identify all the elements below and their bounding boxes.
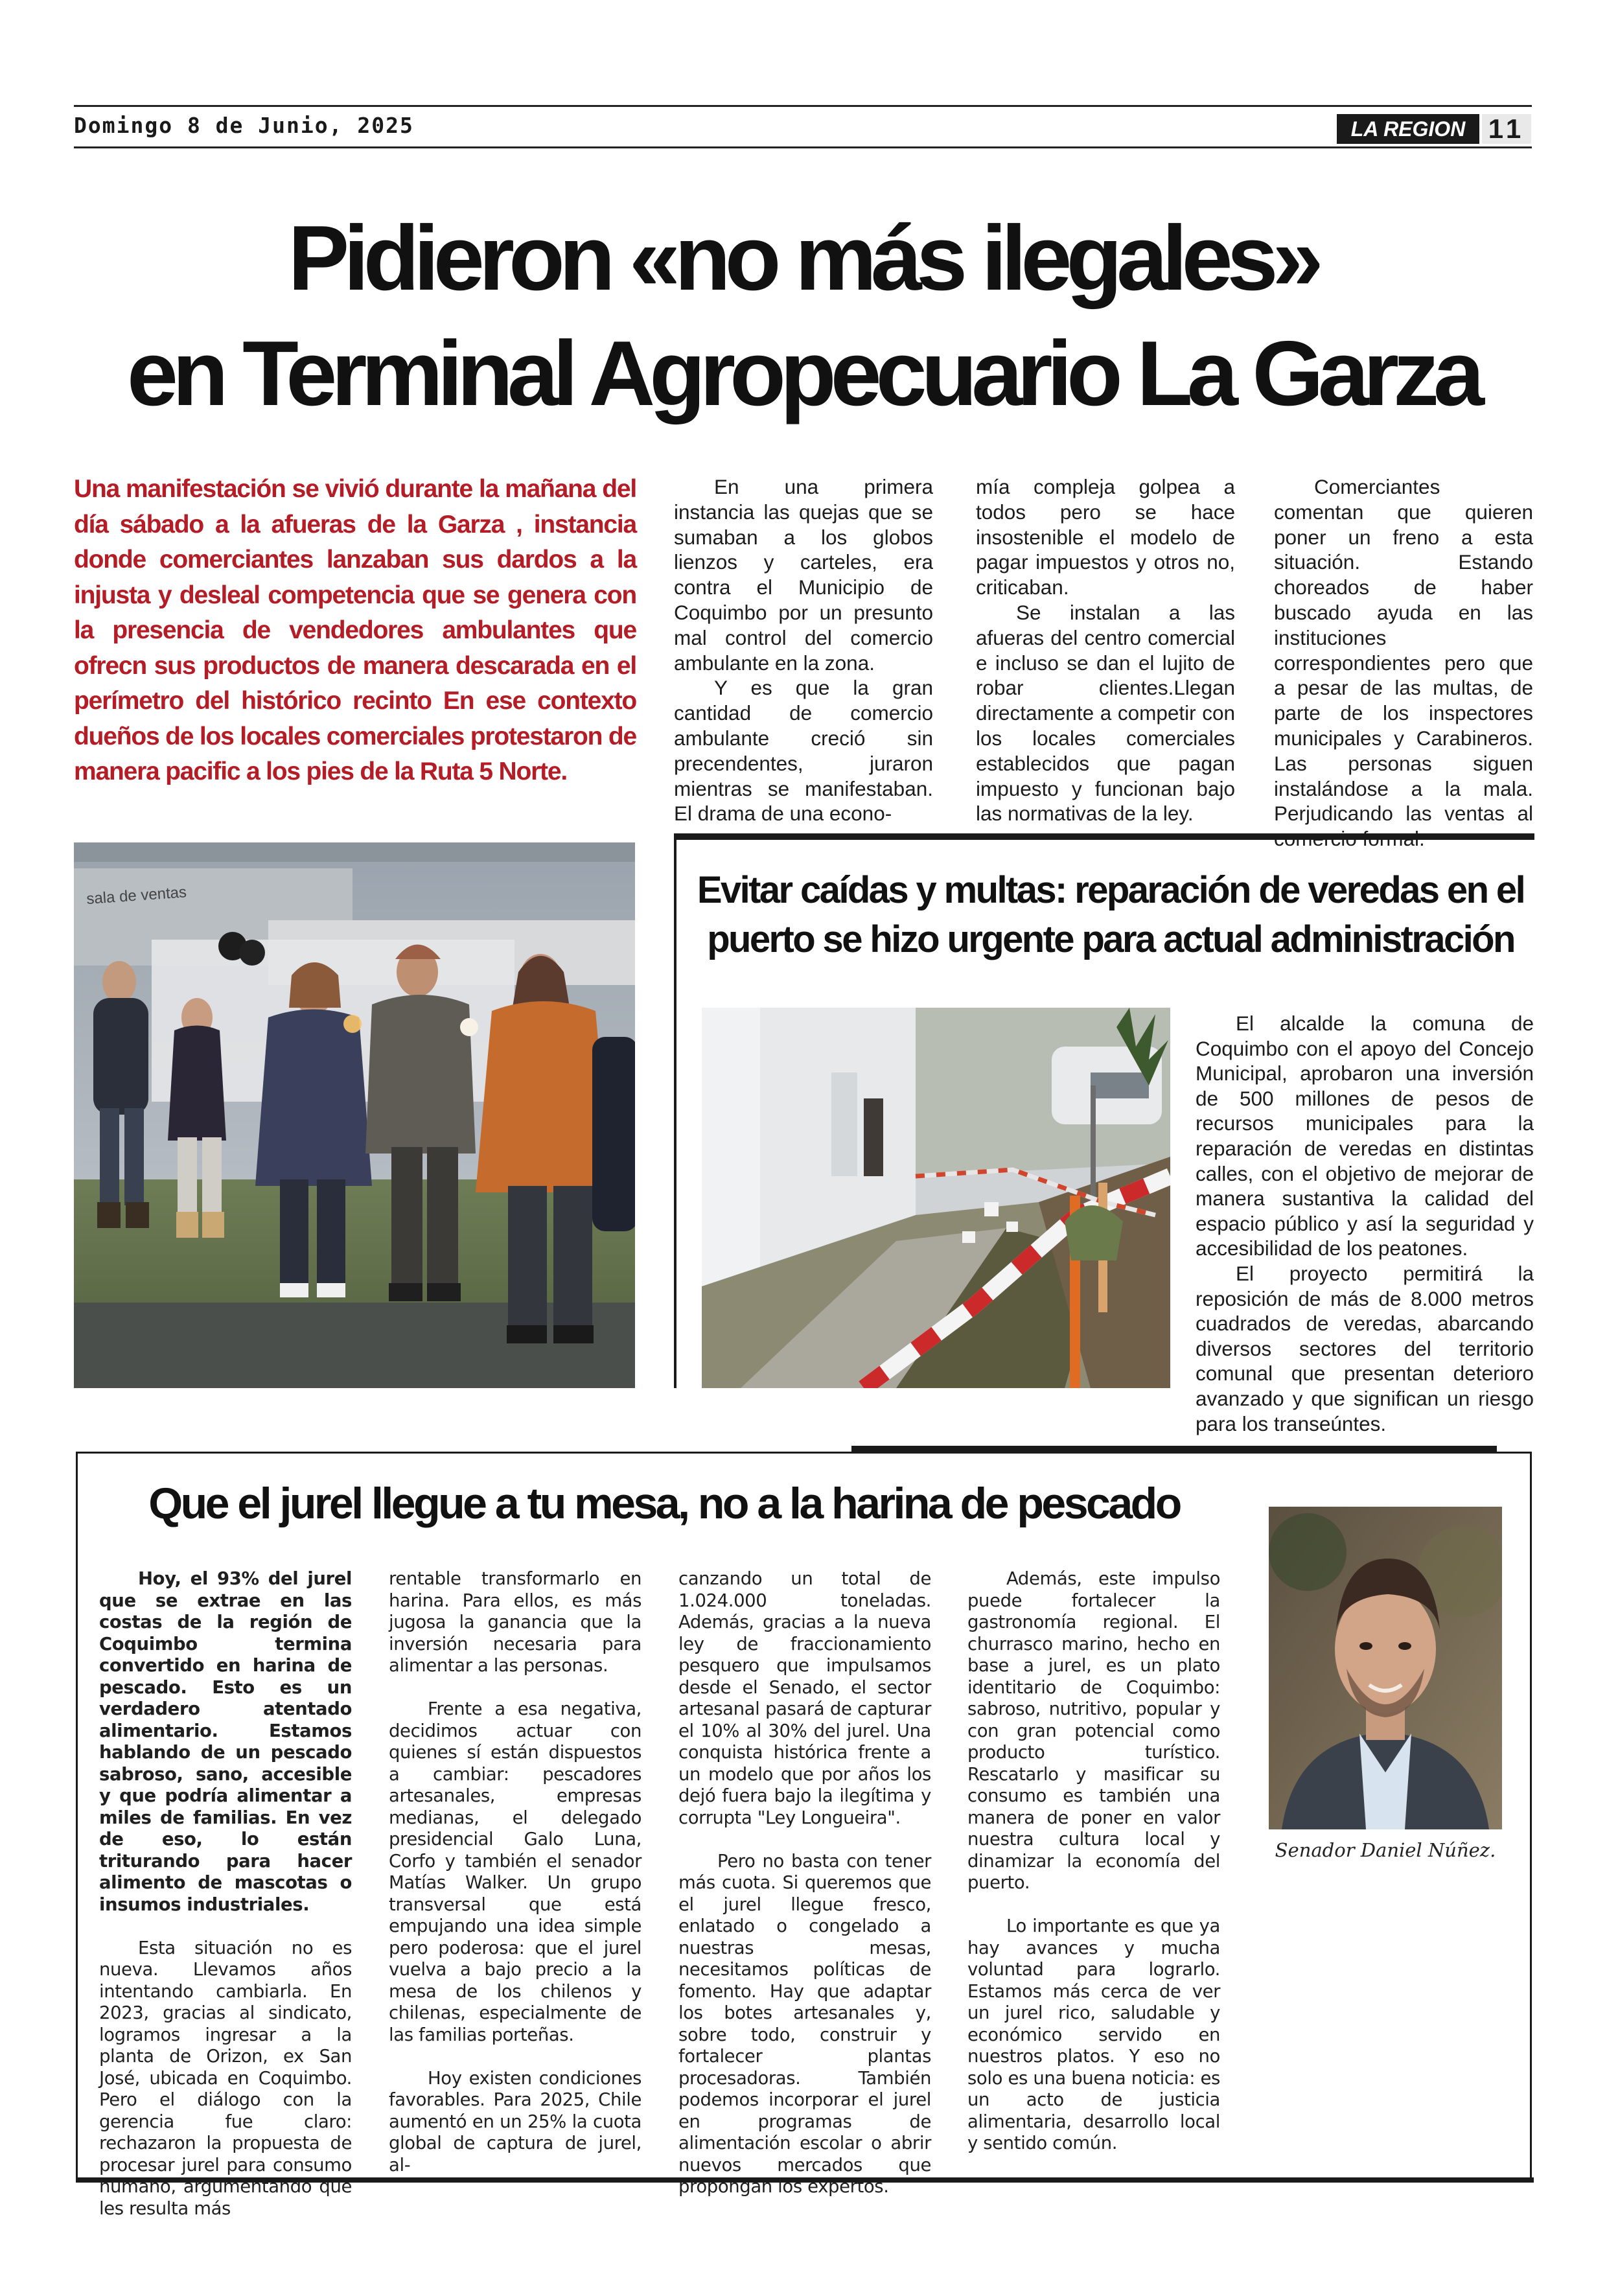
opinion-headline: Que el jurel llegue a tu mesa, no a la harina de pescado [148,1479,1180,1528]
opinion-intro: Hoy, el 93% del jurel que se extrae en las costas de la región de Coquimbo termina convertido en harina de pescado. Esto es un verdadero atentado alimentario. Estamos hablando de un pescado sabroso, sano, accesible y que podría alimentar a miles de familias. En vez de eso, lo están triturando para hacer alimento de mascotas o insumos industriales. [99,1568,352,1915]
paragraph: mía compleja golpea a todos pero se hace insostenible el modelo de pagar impuestos y otros no, criticaban. [976,475,1235,599]
header-rule-top [74,105,1532,107]
senator-portrait [1269,1507,1502,1829]
sidewalk-photo [702,1008,1170,1388]
paragraph: El alcalde la comuna de Coquimbo con el apoyo del Concejo Municipal, aprobaron una inversión de 500 millones de pesos de recursos municipales para la reparación de veredas en distintas calles, con el objetivo de mejorar de manera sustantiva la calidad del espacio público y así la seguridad y accesibilidad de los peatones. [1196,1012,1534,1260]
opinion-column-2 [389,1568,642,2198]
box-rule-left [674,833,676,1388]
opinion-box-top-rule [851,1446,1497,1452]
newspaper-logo: LA REGION [1337,114,1479,144]
paragraph: Comerciantes comentan que quieren poner un freno a esta situación. Estando choreados de haber buscado ayuda en las instituciones correspondientes pero que a pesar de las multas, de parte de los inspectores municipales y Carabineros. Las personas siguen instalándose a la mala. Perjudicando las ventas al [1274,475,1533,826]
header-rule-bottom [74,146,1532,148]
opinion-column-4 [967,1568,1220,2176]
paragraph: Se instalan a las afueras del centro comercial e incluso se dan el lujito de robar clientes.Llegan directamente a competir con los locales comerciales establecidos que pagan impuesto y funcionan bajo las normativas de la ley. [976,600,1235,826]
main-column-3 [1274,474,1533,852]
paragraph: En una primera instancia las quejas que se sumaban a los globos lienzos y carteles, era contra el Municipio de Coquimbo por un presunto mal control del comercio ambulante en la zona. [674,475,933,675]
photo-caption: Senador Daniel Núñez. [1275,1839,1496,1861]
paragraph: Además, este impulso puede fortalecer la gastronomía regional. El churrasco marino, hecho en base a jurel, es un plato identitario de Coquimbo: sabroso, nutritivo, popular y con gran potencial como producto turístico. Rescatarlo y masificar su consumo es también una manera de poner en valor nuestra cultura local y dinamizar la economía del puerto. [967,1568,1220,1893]
paragraph: Lo importante es que ya hay avances y mucha voluntad para lograrlo. Estamos más cerca de ver un jurel rico, saludable y económico servido en nuestros platos. Y eso no solo es una buena noticia: es un acto de justicia alimentaria, desarrollo local y sentido común. [967,1916,1220,2153]
main-column-1 [674,474,933,826]
sidewalk-story-headline: Evitar caídas y multas: reparación de veredas en el puerto se hizo urgente para actual administración [697,869,1525,960]
main-headline-line-1: Pidieron «no más ilegales» [288,207,1318,310]
paragraph: Hoy existen condiciones favorables. Para 2025, Chile aumentó en un 25% la cuota global de captura de jurel, al- [389,2067,642,2175]
photo-sign-text: sala de ventas [86,883,187,908]
main-lead: Una manifestación se vivió durante la mañana del día sábado a la afueras de la Garza , instancia donde comerciantes lanzaban sus dardos a la injusta y desleal competencia que se genera con la presencia de vendedores ambulantes que ofrecn sus productos de manera descarada en el perímetro del histórico recinto En ese contexto dueños de los locales comerciales protestaron de manera pacific a los pies de la Ruta 5 Norte. [74,475,636,785]
box-rule-top [674,833,1534,840]
opinion-column-3 [678,1568,931,2220]
main-headline-line-2: en Terminal Agropecuario La Garza [126,322,1479,425]
paragraph: rentable transformarlo en harina. Para ellos, es más jugosa la ganancia que la inversión necesaria para alimentar a las personas. [389,1568,642,1676]
sidewalk-story-body [1196,1011,1534,1436]
issue-date: Domingo 8 de Junio, 2025 [74,113,414,138]
paragraph: El proyecto permitirá la reposición de más de 8.000 metros cuadrados de veredas, abarcando diversos sectores del territorio comunal que presentan deterioro avanzado y que significan un riesgo para los transeúntes. [1196,1261,1534,1435]
opinion-column-1 [99,1568,352,2242]
paragraph: canzando un total de 1.024.000 toneladas. Además, gracias a la nueva ley de fraccionamiento pesquero que impulsamos desde el Senado, el sector artesanal pasará de capturar el 10% al 30% del jurel. Una conquista histórica frente a un modelo que por años los dejó fuera bajo la ilegítima y corrupta "Ley Longueira". [678,1568,931,1828]
main-column-2 [976,474,1235,826]
protest-photo [74,842,635,1388]
paragraph: Esta situación no es nueva. Llevamos años intentando cambiarla. En 2023, gracias al sindicato, logramos ingresar a la planta de Orizon, ex San José, ubicada en Coquimbo. Pero el diálogo con la gerencia fue claro: rechazaron la propuesta de procesar jurel para consumo humano, argumentando que les resulta más [99,1937,352,2219]
paragraph: Frente a esa negativa, decidimos actuar con quienes sí están dispuestos a cambiar: pescadores artesanales, empresas medianas, el delegado presidencial Galo Luna, Corfo y también el senador Matías Walker. Un grupo transversal que está empujando una idea simple pero poderosa: que el jurel vuelva a bajo precio a la mesa de los chilenos y chilenas, especialmente de las familias porteñas. [389,1699,642,2045]
paragraph: Y es que la gran cantidad de comercio ambulante creció sin precendentes, juraron mientras se manifestaban. El drama de una econo- [674,676,933,826]
paragraph: Pero no basta con tener más cuota. Si queremos que el jurel llegue fresco, enlatado o congelado a nuestras mesas, necesitamos políticas de fomento. Hay que adaptar los botes artesanales y, sobre todo, construir y fortalecer plantas procesadoras. También podemos incorporar el jurel en programas de alimentación escolar o abrir nuevos mercados que propongan los expertos. [678,1850,931,2197]
page-number: 11 [1479,114,1531,144]
